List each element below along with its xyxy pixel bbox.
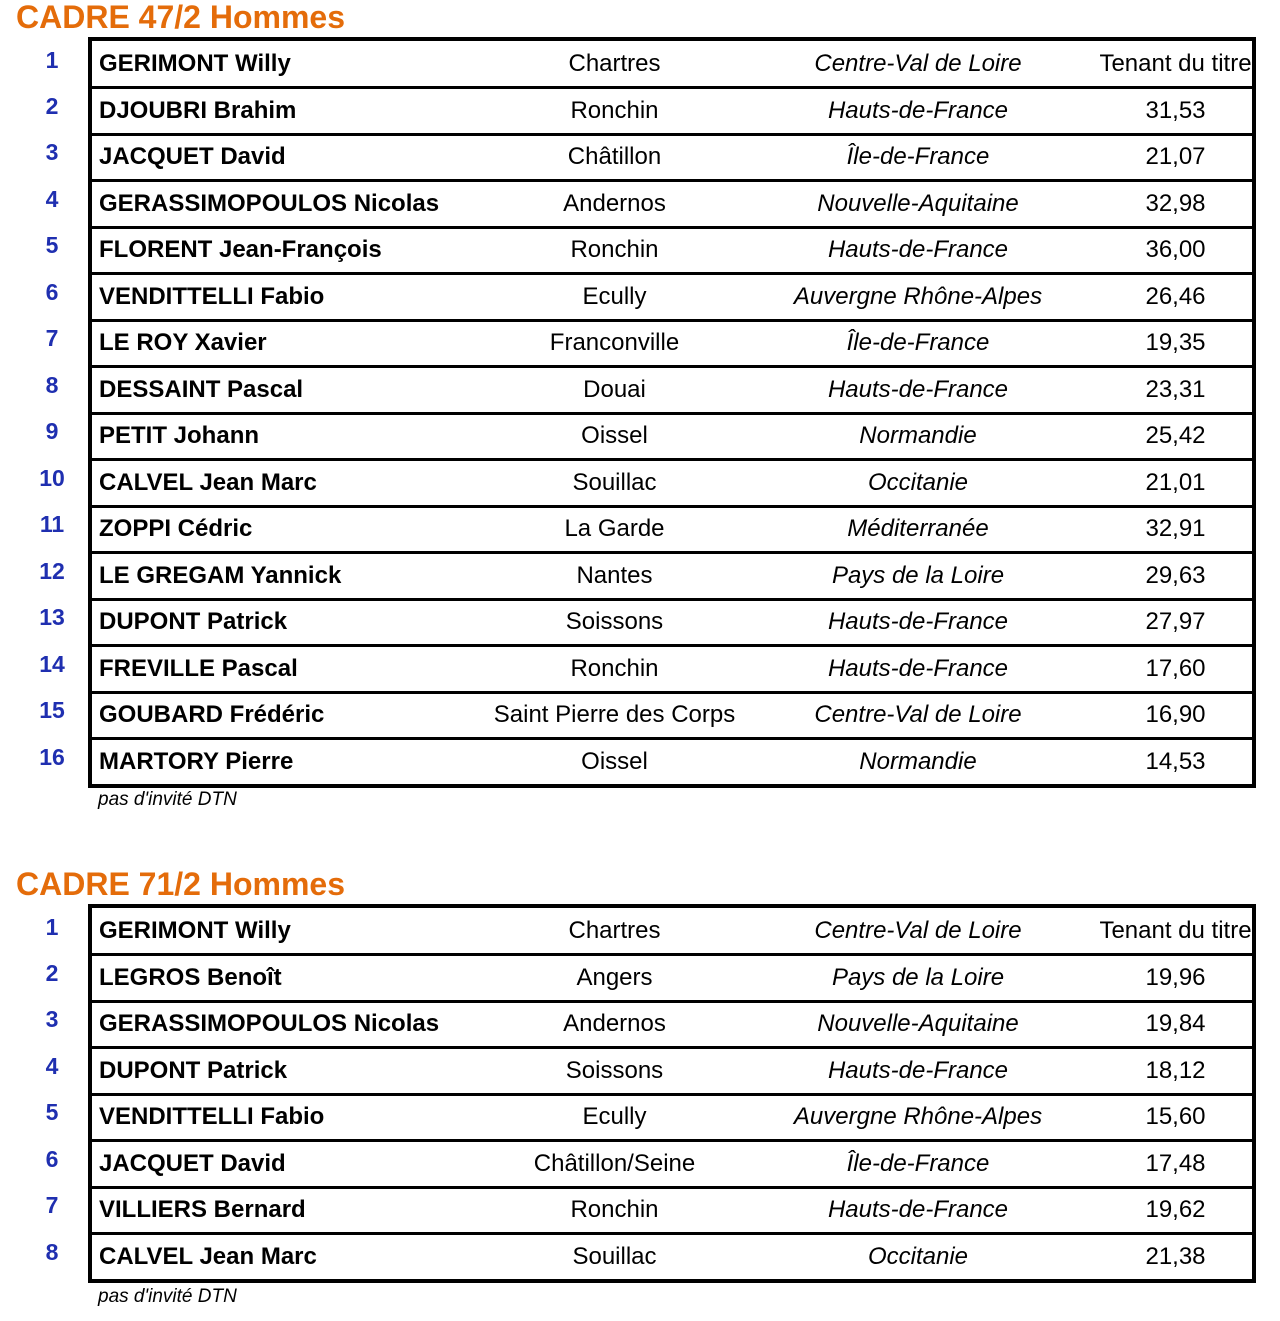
score-value: 36,00 [1145,236,1206,264]
club-city: Saint Pierre des Corps [493,701,736,729]
club-city: Franconville [549,329,680,357]
player-name: PETIT Johann [99,422,260,450]
club-city: Souillac [572,1242,657,1270]
table-row [92,1186,1252,1233]
player-name: GOUBARD Frédéric [99,701,325,729]
score-value: 26,46 [1145,282,1206,310]
table-row [92,41,1252,86]
rank-number: 6 [45,1145,59,1172]
score-value: 21,07 [1145,143,1206,171]
club-city: Ronchin [570,1196,659,1224]
player-name: DUPONT Patrick [99,1056,288,1084]
league-region: Nouvelle-Aquitaine [817,189,1019,217]
rank-number: 4 [45,185,59,212]
table-row [92,365,1252,412]
league-region: Pays de la Loire [831,561,1005,589]
league-region: Centre-Val de Loire [814,916,1022,944]
table-row [92,644,1252,691]
player-name: LEGROS Benoît [99,963,282,991]
club-city: Ronchin [570,654,659,682]
rank-number: 3 [45,139,59,166]
player-name: VILLIERS Bernard [99,1196,306,1224]
player-name: GERASSIMOPOULOS Nicolas [99,189,440,217]
club-city: Souillac [572,468,657,496]
player-name: DJOUBRI Brahim [99,96,297,124]
player-name: GERIMONT Willy [99,916,291,944]
score-value: 18,12 [1145,1056,1206,1084]
player-name: CALVEL Jean Marc [99,1242,317,1270]
table-row [92,1000,1252,1047]
league-region: Normandie [859,747,977,775]
rank-number: 1 [45,914,59,940]
player-name: LE GREGAM Yannick [99,561,342,589]
league-region: Hauts-de-France [827,236,1009,264]
rank-number: 4 [45,1052,59,1079]
rank-number: 2 [45,959,59,986]
club-city: Oissel [581,422,648,450]
table-row [92,133,1252,180]
section-cadre-71 [0,867,1280,1321]
table-row [92,86,1252,133]
score-value: 31,53 [1145,96,1206,124]
section-title: CADRE 71/2 Hommes [16,866,345,902]
club-city: Châtillon/Seine [533,1149,696,1177]
section-title: CADRE 47/2 Hommes [16,0,345,35]
club-city: Angers [576,963,653,991]
table-row [92,505,1252,552]
league-region: Île-de-France [846,1149,990,1177]
rank-number: 5 [45,232,59,259]
score-value: 17,60 [1145,654,1206,682]
league-region: Normandie [859,422,977,450]
club-city: Ecully [582,1103,647,1131]
rank-number: 2 [45,92,59,119]
rank-number: 1 [45,47,59,73]
score-value: 16,90 [1145,701,1206,729]
rank-number: 7 [45,325,59,352]
score-value: 32,91 [1145,515,1206,543]
league-region: Auvergne Rhône-Alpes [793,282,1043,310]
table-row [92,953,1252,1000]
player-name: VENDITTELLI Fabio [99,1103,325,1131]
club-city: Châtillon [567,143,662,171]
player-name: CALVEL Jean Marc [99,468,317,496]
rank-number: 5 [45,1099,59,1126]
player-name: JACQUET David [99,1149,286,1177]
rank-number: 3 [45,1006,59,1033]
rank-number: 13 [39,604,65,631]
club-city: Andernos [563,189,666,217]
rank-number: 7 [45,1192,59,1219]
table-row [92,179,1252,226]
rank-number: 8 [45,371,59,398]
table-row [92,272,1252,319]
score-value: 25,42 [1145,422,1206,450]
footnote: pas d'invité DTN [98,789,237,810]
rank-column [28,905,76,1276]
rank-number: 15 [39,697,65,724]
score-value: Tenant du titre [1099,916,1252,944]
rank-number: 12 [39,557,65,584]
club-city: Chartres [568,49,661,77]
league-region: Méditerranée [847,515,989,543]
club-city: Nantes [576,561,653,589]
player-name: GERIMONT Willy [99,49,291,77]
table-row [92,737,1252,784]
rank-number: 9 [45,418,59,445]
score-value: 27,97 [1145,608,1206,636]
table-row [92,908,1252,953]
rank-number: 16 [39,743,65,770]
player-name: FLORENT Jean-François [99,236,382,264]
score-value: 21,01 [1145,468,1206,496]
player-name: LE ROY Xavier [99,329,267,357]
table-row [92,458,1252,505]
score-value: 19,35 [1145,329,1206,357]
league-region: Pays de la Loire [831,963,1005,991]
league-region: Occitanie [867,1242,969,1270]
club-city: Oissel [581,747,648,775]
table-row [92,598,1252,645]
league-region: Hauts-de-France [827,96,1009,124]
club-city: Douai [583,375,646,403]
rank-number: 8 [45,1238,59,1265]
table-row [92,1093,1252,1140]
score-value: 29,63 [1145,561,1206,589]
league-region: Île-de-France [846,329,990,357]
league-region: Centre-Val de Loire [814,701,1022,729]
club-city: Soissons [565,1056,664,1084]
table-row [92,319,1252,366]
table-row [92,412,1252,459]
table-row [92,1232,1252,1279]
league-region: Auvergne Rhône-Alpes [793,1103,1043,1131]
club-city: Ronchin [570,96,659,124]
score-value: Tenant du titre [1099,49,1252,77]
rank-number: 14 [39,650,65,677]
player-name: MARTORY Pierre [99,747,294,775]
club-city: Soissons [565,608,664,636]
score-value: 15,60 [1145,1103,1206,1131]
player-name: JACQUET David [99,143,286,171]
player-name: DUPONT Patrick [99,608,288,636]
player-name: FREVILLE Pascal [99,654,298,682]
player-name: DESSAINT Pascal [99,375,304,403]
score-value: 19,62 [1145,1196,1206,1224]
table-row [92,1046,1252,1093]
table-row [92,551,1252,598]
club-city: Andernos [563,1010,666,1038]
league-region: Île-de-France [846,143,990,171]
player-name: GERASSIMOPOULOS Nicolas [99,1010,440,1038]
rank-column [28,38,76,781]
club-city: Ecully [582,282,647,310]
table-row [92,691,1252,738]
club-city: Chartres [568,916,661,944]
score-value: 23,31 [1145,375,1206,403]
league-region: Occitanie [867,468,969,496]
league-region: Nouvelle-Aquitaine [817,1010,1019,1038]
rank-number: 6 [45,278,59,305]
rank-number: 11 [39,511,65,538]
footnote: pas d'invité DTN [98,1286,237,1307]
league-region: Centre-Val de Loire [814,49,1022,77]
league-region: Hauts-de-France [827,1196,1009,1224]
table-row [92,1139,1252,1186]
score-value: 19,96 [1145,963,1206,991]
score-value: 21,38 [1145,1242,1206,1270]
league-region: Hauts-de-France [827,1056,1009,1084]
table-row [92,226,1252,273]
score-value: 14,53 [1145,747,1206,775]
score-value: 32,98 [1145,189,1206,217]
player-name: VENDITTELLI Fabio [99,282,325,310]
league-region: Hauts-de-France [827,375,1009,403]
score-value: 17,48 [1145,1149,1206,1177]
club-city: La Garde [564,515,665,543]
league-region: Hauts-de-France [827,608,1009,636]
ranking-table [88,37,1256,788]
ranking-table [88,904,1256,1283]
player-name: ZOPPI Cédric [99,515,253,543]
club-city: Ronchin [570,236,659,264]
rank-number: 10 [39,464,65,491]
league-region: Hauts-de-France [827,654,1009,682]
score-value: 19,84 [1145,1010,1206,1038]
